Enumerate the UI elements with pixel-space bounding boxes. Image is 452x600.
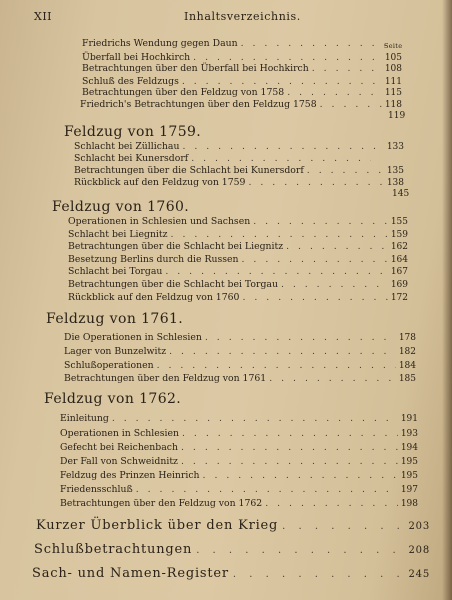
leader-dots <box>242 292 387 304</box>
leader-dots <box>287 87 382 99</box>
entry-page: 178 <box>398 333 416 343</box>
entry-title: Friedrich's Betrachtungen über den Feldzug 1758 <box>80 99 317 110</box>
toc-entry <box>60 456 418 468</box>
entry-page: 184 <box>398 361 416 371</box>
toc-entry <box>68 266 408 278</box>
entry-title: Rückblick auf den Feldzug von 1759 <box>74 177 246 188</box>
entry-title: Besetzung Berlins durch die Russen <box>68 254 239 265</box>
entry-title: Schlacht bei Liegnitz <box>68 229 168 240</box>
entry-page: 162 <box>390 242 408 252</box>
entry-title: Sach- und Namen-Register <box>32 566 229 581</box>
section-heading: Feldzug von 1760. <box>52 199 190 215</box>
toc-entry <box>82 63 402 75</box>
toc-entry <box>68 241 408 253</box>
entry-page: 203 <box>408 521 430 532</box>
entry-title: Schlacht bei Kunersdorf <box>74 153 189 164</box>
toc-entry <box>68 229 408 241</box>
leader-dots <box>182 141 383 153</box>
toc-entry <box>60 484 418 496</box>
entry-page: 138 <box>386 178 404 188</box>
entry-title: Betrachtungen über den Feldzug von 1761 <box>64 373 267 384</box>
entry-title: Betrachtungen über den Feldzug von 1758 <box>82 87 285 98</box>
leader-dots <box>282 521 404 532</box>
entry-title: Friedensschluß <box>60 484 133 495</box>
entry-title: Betrachtungen über den Überfall bei Hochkirch <box>82 63 309 74</box>
leader-dots <box>269 373 396 385</box>
entry-page: 164 <box>390 255 408 265</box>
running-title: Inhaltsverzeichnis. <box>184 10 301 23</box>
entry-page: 105 <box>384 53 402 63</box>
entry-title: Betrachtungen über die Schlacht bei Kunersdorf <box>74 165 304 176</box>
leader-dots <box>265 498 398 510</box>
leader-dots <box>181 442 398 454</box>
toc-entry <box>64 360 416 372</box>
toc-entry <box>68 254 408 266</box>
section-heading: Feldzug von 1762. <box>44 391 182 407</box>
entry-title: Schlacht bei Züllichau <box>74 141 180 152</box>
leader-dots <box>320 99 382 111</box>
entry-title: Der Fall von Schweidnitz <box>60 456 178 467</box>
entry-page: 167 <box>390 267 408 277</box>
toc-entry <box>64 346 416 358</box>
entry-page: 159 <box>390 230 408 240</box>
leader-dots <box>203 470 398 482</box>
entry-title: Gefecht bei Reichenbach <box>60 442 178 453</box>
toc-entry <box>74 165 404 177</box>
entry-page: 208 <box>408 545 430 556</box>
leader-dots <box>196 545 404 556</box>
entry-title: Schluß des Feldzugs <box>82 76 179 87</box>
toc-entry <box>60 413 418 425</box>
entry-page: 182 <box>398 347 416 357</box>
leader-dots <box>233 569 405 580</box>
page-column-label: Seite <box>384 42 403 50</box>
entry-page: 172 <box>390 293 408 303</box>
entry-page: 194 <box>400 443 418 453</box>
entry-title: Lager von Bunzelwitz <box>64 346 167 357</box>
leader-dots <box>157 360 396 372</box>
toc-entry <box>74 153 374 165</box>
toc-entry <box>60 470 418 482</box>
entry-title: Operationen in Schlesien und Sachsen <box>68 216 251 227</box>
leader-dots <box>171 229 388 241</box>
leader-dots <box>241 38 389 50</box>
leader-dots <box>181 456 398 468</box>
toc-main-entry <box>32 566 430 581</box>
toc-entry <box>64 332 416 344</box>
entry-title: Einleitung <box>60 413 109 424</box>
leader-dots <box>182 428 398 440</box>
entry-page: 245 <box>408 569 430 580</box>
toc-entry <box>68 279 408 291</box>
leader-dots <box>248 177 383 189</box>
toc-entry <box>60 428 418 440</box>
toc-entry <box>82 38 392 50</box>
toc-main-entry <box>36 518 430 533</box>
entry-title: Schlacht bei Torgau <box>68 266 163 277</box>
toc-entry <box>74 177 404 189</box>
entry-page: 191 <box>400 414 418 424</box>
entry-page: 111 <box>384 77 402 87</box>
entry-title: Friedrichs Wendung gegen Daun <box>82 38 238 49</box>
section-heading: Feldzug von 1761. <box>46 311 184 327</box>
leader-dots <box>281 279 388 291</box>
entry-page: 118 <box>384 100 402 110</box>
entry-title: Betrachtungen über die Schlacht bei Torgau <box>68 279 278 290</box>
toc-main-entry <box>34 542 430 557</box>
entry-title: Die Operationen in Schlesien <box>64 332 202 343</box>
entry-page: 133 <box>386 142 404 152</box>
entry-page: 193 <box>400 429 418 439</box>
entry-title: Betrachtungen über die Schlacht bei Liegnitz <box>68 241 284 252</box>
page-number: XII <box>34 10 53 23</box>
leader-dots <box>307 165 384 177</box>
leader-dots <box>136 484 398 496</box>
entry-title: Betrachtungen über den Feldzug von 1762 <box>60 498 263 509</box>
entry-page: 195 <box>400 457 418 467</box>
leader-dots <box>312 63 382 75</box>
leader-dots <box>112 413 398 425</box>
entry-page: 115 <box>384 88 402 98</box>
toc-entry <box>74 141 404 153</box>
toc-entry <box>68 292 408 304</box>
section-heading: Feldzug von 1759. <box>64 124 202 140</box>
leader-dots <box>191 153 371 165</box>
toc-entry <box>68 216 408 228</box>
entry-page: 155 <box>390 217 408 227</box>
entry-page: 145 <box>392 189 410 199</box>
entry-page: 197 <box>400 485 418 495</box>
leader-dots <box>169 346 396 358</box>
leader-dots <box>205 332 396 344</box>
entry-title: Feldzug des Prinzen Heinrich <box>60 470 200 481</box>
entry-title: Schlußoperationen <box>64 360 154 371</box>
toc-entry <box>60 498 418 510</box>
toc-entry <box>64 373 416 385</box>
leader-dots <box>286 241 388 253</box>
entry-page: 108 <box>384 64 402 74</box>
entry-page: 198 <box>400 499 418 509</box>
entry-title: Rückblick auf den Feldzug von 1760 <box>68 292 240 303</box>
entry-page: 185 <box>398 374 416 384</box>
entry-page: 135 <box>386 166 404 176</box>
entry-page: 195 <box>400 471 418 481</box>
entry-page: 169 <box>390 280 408 290</box>
toc-entry <box>60 442 418 454</box>
entry-title: Überfall bei Hochkirch <box>82 52 191 63</box>
toc-entry <box>82 87 402 99</box>
entry-page: 119 <box>388 111 406 121</box>
entry-title: Schlußbetrachtungen <box>34 542 193 557</box>
leader-dots <box>165 266 387 278</box>
entry-title: Kurzer Überblick über den Krieg <box>36 518 279 533</box>
leader-dots <box>242 254 388 266</box>
leader-dots <box>253 216 388 228</box>
entry-title: Operationen in Schlesien <box>60 428 179 439</box>
toc-entry <box>80 99 402 111</box>
